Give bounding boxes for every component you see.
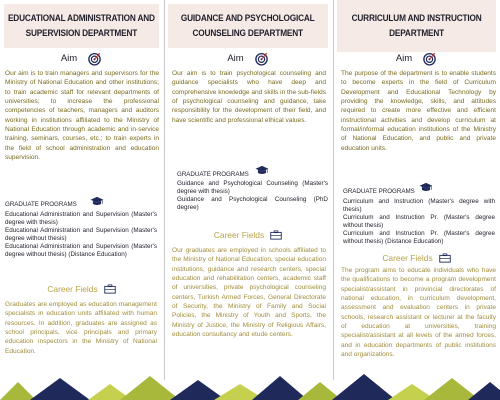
- department-column-guidance-counseling: [164, 0, 332, 400]
- department-title-line-2: COUNSELING DEPARTMENT: [192, 28, 304, 39]
- target-icon: [254, 51, 269, 66]
- aim-label: Aim: [227, 53, 244, 64]
- department-title-line-1: GUIDANCE AND PSYCHOLOGICAL: [181, 13, 315, 24]
- graduation-cap-icon: [419, 182, 433, 193]
- career-fields-text: Graduates are employed as education management specialists in education units affiliated with human resources. In addition, graduates are assigned as school principals, vice principals and primary education inspectors in the Ministry of National Education.: [5, 301, 157, 355]
- department-title-line-2: DEPARTMENT: [389, 28, 444, 39]
- briefcase-icon: [270, 230, 282, 240]
- briefcase-icon: [439, 253, 451, 263]
- program-item: Curriculum and Instruction (Master's degree with thesis): [343, 198, 495, 213]
- aim-text: Our aim is to train managers and supervisors for the Ministry of National Education and other institutions; to train academic staff for relevant departments of universities; to increase the professional competencies of teachers, managers and auditors working in institutions affiliated to the Ministry of National Education through academic and in-service training, seminars, courses, etc.; to train experts in the field of school administration and education supervision.: [5, 70, 159, 162]
- career-fields-label: Career Fields: [382, 253, 433, 263]
- program-item: Guidance and Psychological Counseling (Master's degree with thesis): [177, 180, 328, 195]
- graduate-programs-list: [5, 211, 157, 258]
- graduation-cap-icon: [255, 165, 269, 176]
- career-fields-label: Career Fields: [47, 284, 98, 294]
- career-fields-heading: [333, 253, 500, 263]
- program-item: Educational Administration and Supervision (Master's degree without thesis): [5, 226, 157, 242]
- aim-text: The purpose of the department is to enable students to become experts in the field of Curriculum Development and Educational Technology by providing the knowledge, skills, and attitudes required to create more effective and efficient instructional activities and develop curriculum at formal/informal education institutions of the Ministry of National Education, and public and private education units.: [341, 70, 496, 152]
- department-title-line-1: CURRICULUM AND INSTRUCTION: [351, 13, 482, 24]
- aim-label: Aim: [60, 53, 78, 64]
- department-column-educational-administration: [0, 0, 163, 400]
- department-header: [337, 0, 496, 52]
- graduation-cap-icon: [90, 196, 104, 207]
- briefcase-icon: [104, 284, 116, 294]
- career-fields-heading: [164, 230, 332, 240]
- aim-heading: [164, 51, 332, 66]
- department-title-line-1: EDUCATIONAL ADMINISTRATION AND: [8, 13, 155, 24]
- target-icon: [422, 51, 437, 66]
- aim-heading: [333, 51, 500, 66]
- program-item: Curriculum and Instruction Pr. (Master's degree without thesis) (Distance Education): [343, 229, 495, 245]
- department-header: [4, 4, 159, 48]
- aim-text: Our aim is to train psychological counseling and guidance specialists who have deep and comprehensive knowledge and skills in the sub-fields of psychological counseling and guidance, take responsibility for the development of their field, and have scientific and professional ethical values.: [172, 70, 326, 124]
- graduate-programs-title: GRADUATE PROGRAMS: [177, 171, 249, 178]
- career-fields-heading: [0, 284, 163, 294]
- aim-heading: [0, 51, 163, 66]
- program-item: Educational Administration and Supervision (Master's degree without thesis) (Distance Education): [5, 242, 157, 258]
- department-column-curriculum-instruction: [333, 0, 500, 400]
- graduate-programs-title: GRADUATE PROGRAMS: [343, 188, 415, 195]
- target-icon: [87, 51, 102, 66]
- decorative-footer-triangles: [0, 370, 500, 400]
- department-header: [168, 4, 328, 48]
- career-fields-text: Our graduates are employed in schools affiliated to the Ministry of National Education, special education institutions, guidance and research centers, special education and rehabilitation centers, academic staff of universities, private psychological counseling centers, Turkish Armed Forces, General Directorate of Security, the Ministry of Family and Social Policies, the Ministry of Youth and Sports, the Ministry of Justice, the Ministry of Religious Affairs, education consultancy and etude centers.: [172, 247, 326, 339]
- graduate-programs-title: GRADUATE PROGRAMS: [5, 201, 77, 208]
- program-item: Curriculum and Instruction Pr. (Master's degree without thesis): [343, 213, 495, 229]
- department-title-line-2: SUPERVISION DEPARTMENT: [25, 28, 138, 39]
- career-fields-text: The program aims to educate individuals who have the qualifications to become a program development specialist/assistant in provincial directorates of national education, in curriculum development, assessment and evaluation centers in private schools, research assistant or lecturer at the faculty of education at universities, training specialist/assistant at all levels of the armed forces, and in education departments of public institutions and organizations.: [341, 267, 496, 359]
- graduate-programs-list: [177, 180, 328, 212]
- program-item: Guidance and Psychological Counseling (PhD degree): [177, 195, 328, 211]
- graduate-programs-list: [343, 198, 495, 245]
- career-fields-label: Career Fields: [213, 230, 265, 240]
- aim-label: Aim: [395, 53, 413, 64]
- program-item: Educational Administration and Supervision (Master's degree with thesis): [5, 211, 157, 226]
